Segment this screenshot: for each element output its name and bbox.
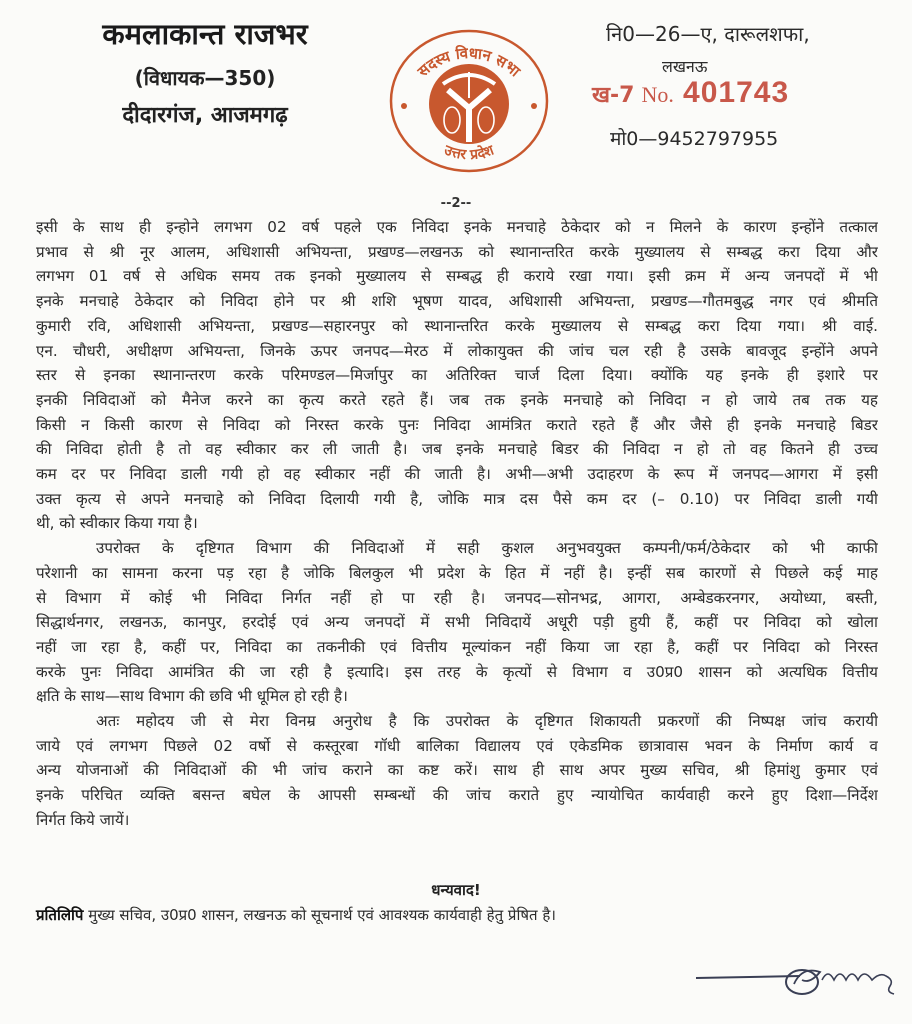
paragraph — [36, 215, 878, 536]
copy-to-label: प्रतिलिपि — [36, 906, 84, 924]
text-line: लगभग 01 वर्ष से अधिक समय तक इनको मुख्यालय से सम्बद्ध ही कराये रखा गया। इसी क्रम में अन्य जनपदों में भी — [36, 267, 878, 286]
sender-constituency: दीदारगंज, आजमगढ़ — [122, 103, 288, 128]
text-line: सिद्धार्थनगर, लखनऊ, कानपुर, हरदोई एवं अन्य जनपदों में सभी निविदायें अधूरी पड़ी हुयी हैं, कहीं पर निविदा को खोला — [36, 613, 878, 632]
text-line: नहीं जा रहा है, कहीं पर, निविदा का तकनीकी एवं वित्तीय मूल्यांकन नहीं किया जा रहा है, कहीं पर निविदा को निरस्त — [36, 637, 878, 656]
copy-to-text: मुख्य सचिव, उ0प्र0 शासन, लखनऊ को सूचनार्थ एवं आवश्यक कार्यवाही हेतु प्रेषित है। — [88, 906, 556, 924]
address-line-1: नि0—26—ए, दारूलशफा, — [606, 22, 810, 46]
address-line-2: लखनऊ — [662, 57, 708, 76]
text-line: अन्य योजनाओं की निविदाओं की भी जांच कराने का कष्ट करें। साथ ही साथ अपर मुख्य सचिव, श्री हिमांशु कुमार एवं — [36, 761, 878, 780]
serial-number-stamp — [592, 76, 912, 114]
mobile-number: मो0—9452797955 — [610, 128, 779, 150]
text-line: निर्गत किये जायें। — [36, 810, 130, 829]
vidhan-sabha-emblem-icon — [388, 28, 550, 174]
text-line: क्षति के साथ—साथ विभाग की छवि भी धूमिल हो रही है। — [36, 687, 348, 706]
text-line: उपरोक्त के दृष्टिगत विभाग की निविदाओं में सही कुशल अनुभवयुक्त कम्पनी/फर्म/ठेकेदार को भी काफी — [96, 539, 878, 558]
copy-to — [36, 905, 796, 925]
emblem-bottom-text: उत्तर प्रदेश — [441, 142, 497, 164]
text-line: किसी न किसी कारण से निविदा को निरस्त करके पुनः निविदा आमंत्रित कराते रहते हैं और जैसे ही इनके मनचाहे बिडर — [36, 415, 878, 434]
sender-designation: (विधायक—350) — [134, 66, 276, 90]
text-line: इसी के साथ ही इन्होने लगभग 02 वर्ष पहले एक निविदा इनके मनचाहे ठेकेदार को न मिलने के कारण इन्होंने तत्काल — [36, 218, 878, 236]
sender-name: कमलाकान्त राजभर — [102, 17, 308, 51]
text-line: से विभाग में कोई भी निविदा निर्गत नहीं हो पा रही है। जनपद—सोनभद्र, आगरा, अम्बेडकरनगर, अयोध्या, बस्ती, — [36, 588, 878, 607]
serial-number: 401743 — [683, 76, 790, 109]
text-line: करके पुनः निविदा आमंत्रित की जा रही है इत्यादि। इस तरह के कृत्यों से विभाग व उ0प्र0 शासन को अत्यधिक वित्तीय — [36, 662, 878, 681]
paragraph — [36, 536, 878, 709]
text-line: परेशानी का सामना करना पड़ रहा है जोकि बिलकुल भी प्रदेश के हित में नहीं है। इन्हीं सब कारणों से पिछले कई माह — [36, 563, 878, 582]
letterhead — [0, 0, 912, 190]
text-line: जाये एवं लगभग पिछले 02 वर्षो से कस्तूरबा गॉधी बालिका विद्यालय एवं एकेडमिक छात्रावास भवन के निर्माण कार्य व — [36, 736, 878, 755]
emblem-top-text: सदस्य विधान सभा — [414, 43, 524, 81]
page-number: --2-- — [440, 196, 472, 211]
text-line: इनके मनचाहे ठेकेदार को निविदा होने पर श्री शशि भूषण यादव, अधिशासी अभियन्ता, प्रखण्ड—गौतमबुद्ध नगर एवं श्रीमति — [36, 292, 878, 311]
serial-label: No. — [641, 82, 674, 107]
text-line: की निविदा होती है तो वह स्वीकार कर ली जाती है। जब इनके मनचाहे बिडर की निविदा न हो तो वह कितने ही उच्च — [36, 440, 878, 459]
closing-thanks: धन्यवाद! — [431, 881, 481, 899]
serial-prefix: ख-7 — [592, 83, 635, 108]
text-line: स्तर से इनका स्थानान्तरण करके परिमण्डल—मिर्जापुर का अतिरिक्त चार्ज दिला दिया। क्योंकि यह इनके ही इशारे पर — [36, 366, 878, 385]
text-line: कम दर पर निविदा डाली गयी हो वह स्वीकार नहीं की जाती है। अभी—अभी उदाहरण के रूप में जनपद—आगरा में इसी — [36, 465, 878, 484]
text-line: अतः महोदय जी से मेरा विनम्र अनुरोध है कि उपरोक्त के दृष्टिगत शिकायती प्रकरणों की निष्पक्ष जांच करायी — [96, 712, 878, 731]
sender-block — [40, 12, 370, 136]
address-block — [592, 14, 912, 156]
text-line: इनके परिचित व्यक्ति बसन्त बघेल के आपसी सम्बन्धों की जांच कराते हुए न्यायोचित कार्यवाही करने हुए दिशा—निर्देश — [36, 786, 878, 805]
paragraph — [36, 709, 878, 833]
text-line: उक्त कृत्य से अपने मनचाहे को निविदा दिलायी गयी है, जोकि मात्र दस पैसे कम दर (– 0.10) पर निविदा डाली गयी — [36, 489, 878, 508]
text-line: एन. चौधरी, अधीक्षण अभियन्ता, जिनके ऊपर जनपद—मेरठ में लोकायुक्त की जांच चल रही है उसके बावजूद इन्होंने अपने — [36, 341, 878, 360]
signature — [690, 950, 912, 1020]
text-line: थी, को स्वीकार किया गया है। — [36, 514, 198, 533]
text-line: इनकी निविदाओं को मैनेज करने का कृत्य करते रहते हैं। जब तक इनके मनचाहे को निविदा न हो जाये तब तक यह — [36, 390, 878, 409]
text-line: प्रभाव से श्री नूर आलम, अधिशासी अभियन्ता, प्रखण्ड—लखनऊ को स्थानान्तरित करके मुख्यालय से सम्बद्ध करा दिया और — [36, 242, 878, 261]
svg-text:उत्तर प्रदेश — [441, 142, 497, 163]
text-line: कुमारी रवि, अधिशासी अभियन्ता, प्रखण्ड—सहारनपुर को स्थानान्तरित करके मुख्यालय से सम्बद्ध करा दिया गया। श्री वाई. — [36, 316, 878, 335]
letter-body — [36, 215, 878, 833]
